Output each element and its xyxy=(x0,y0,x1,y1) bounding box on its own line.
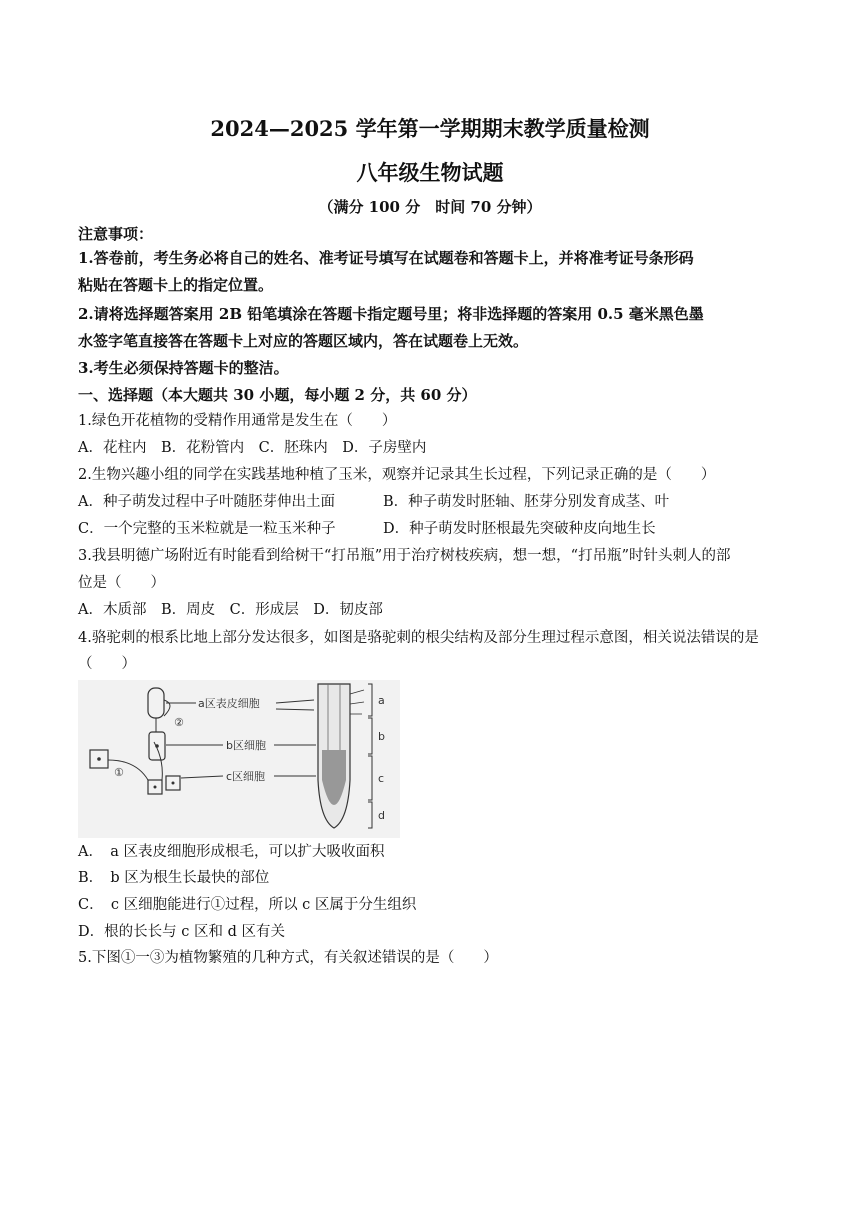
notice-item-3: 3.考生必须保持答题卡的整洁。 xyxy=(78,359,289,377)
zone-c-label: c xyxy=(378,772,385,785)
q1-options: A．花柱内 B．花粉管内 C．胚珠内 D．子房壁内 xyxy=(78,440,427,456)
q4-option-b: B． b 区为根生长最快的部位 xyxy=(78,870,270,886)
q1-stem: 1.绿色开花植物的受精作用通常是发生在（ ） xyxy=(78,413,397,429)
q4-option-d: D．根的长长与 c 区和 d 区有关 xyxy=(78,924,285,940)
notice-heading: 注意事项： xyxy=(78,225,154,243)
label-a-cells: a区表皮细胞 xyxy=(198,697,260,710)
zone-a-label: a xyxy=(378,694,385,707)
exam-meta: （满分 100 分 时间 70 分钟） xyxy=(318,198,542,216)
exam-title: 2024—2025 学年第一学期期末教学质量检测 xyxy=(210,116,650,141)
q2-option-c: C．一个完整的玉米粒就是一粒玉米种子 xyxy=(78,521,336,537)
q2-options-row-1 xyxy=(78,490,788,514)
q2-stem: 2.生物兴趣小组的同学在实践基地种植了玉米，观察并记录其生长过程，下列记录正确的是（ ） xyxy=(78,467,716,483)
step-2-label: ② xyxy=(174,716,184,729)
q2-option-a: A．种子萌发过程中子叶随胚芽伸出土面 xyxy=(78,494,335,510)
label-c-cells: c区细胞 xyxy=(226,770,266,783)
notice-item-1-line-1: 1.答卷前，考生务必将自己的姓名、准考证号填写在试题卷和答题卡上，并将准考证号条形码 xyxy=(78,249,694,267)
q2-options-row-2 xyxy=(78,517,788,541)
q4-option-c: C． c 区细胞能进行①过程，所以 c 区属于分生组织 xyxy=(78,897,417,913)
notice-item-2-line-2: 水签字笔直接答在答题卡上对应的答题区域内，答在试题卷上无效。 xyxy=(78,332,529,350)
root-tip-figure xyxy=(78,680,400,838)
a-zone-cell xyxy=(148,688,164,718)
q5-stem: 5.下图①一③为植物繁殖的几种方式，有关叙述错误的是（ ） xyxy=(78,950,498,966)
q2-option-b: B．种子萌发时胚轴、胚芽分别发育成茎、叶 xyxy=(383,494,670,510)
step-1-label: ① xyxy=(114,766,124,779)
q3-stem-line-1: 3.我县明德广场附近有时能看到给树干“打吊瓶”用于治疗树枝疾病，想一想，“打吊瓶”时针头刺人的部 xyxy=(78,548,731,564)
exam-subject-title: 八年级生物试题 xyxy=(356,160,504,185)
section-heading: 一、选择题（本大题共 30 小题，每小题 2 分，共 60 分） xyxy=(78,386,477,404)
notice-item-2-line-1: 2.请将选择题答案用 2B 铅笔填涂在答题卡指定题号里；将非选择题的答案用 0.5 毫米黑色墨 xyxy=(78,305,704,323)
label-b-cells: b区细胞 xyxy=(226,739,266,752)
q4-stem-line-1: 4.骆驼刺的根系比地上部分发达很多，如图是骆驼刺的根尖结构及部分生理过程示意图，相关说法错误的是 xyxy=(78,630,759,646)
q4-option-a: A． a 区表皮细胞形成根毛，可以扩大吸收面积 xyxy=(78,844,385,860)
q3-stem-line-2: 位是（ ） xyxy=(78,575,165,591)
notice-item-1-line-2: 粘贴在答题卡上的指定位置。 xyxy=(78,276,274,294)
q4-stem-line-2: （ ） xyxy=(78,656,136,672)
q2-option-d: D．种子萌发时胚根最先突破种皮向地生长 xyxy=(383,521,656,537)
q3-options: A．木质部 B．周皮 C．形成层 D．韧皮部 xyxy=(78,602,383,618)
zone-b-label: b xyxy=(378,730,385,743)
zone-d-label: d xyxy=(378,809,385,822)
